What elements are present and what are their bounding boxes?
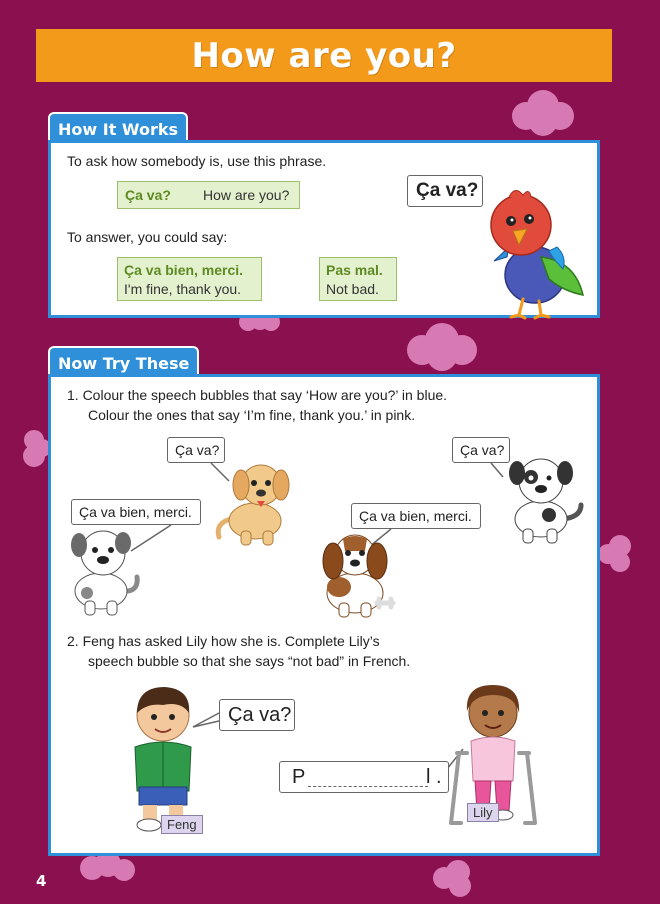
bird-speech-bubble <box>407 175 483 207</box>
how-it-works-label: How It Works <box>58 120 179 139</box>
phrase-fr: Ça va? <box>125 187 171 203</box>
feng-name: Feng <box>167 817 197 832</box>
answer2-en: Not bad. <box>326 281 379 297</box>
dog-bubble-text: Ça va? <box>175 442 220 458</box>
dog-bubble-text: Ça va? <box>460 442 505 458</box>
lily-answer-bubble[interactable] <box>279 761 449 793</box>
cloud-decoration <box>508 88 578 138</box>
answer1-en: I'm fine, thank you. <box>124 281 242 297</box>
question1-line1: 1. Colour the speech bubbles that say ‘How are you?’ in blue. <box>67 387 448 403</box>
now-try-these-label: Now Try These <box>58 354 190 373</box>
phrase-en: How are you? <box>203 187 290 203</box>
title-banner <box>36 29 612 82</box>
dog-bubble-text: Ça va bien, merci. <box>79 504 192 520</box>
cloud-decoration <box>20 428 50 468</box>
cloud-decoration <box>598 534 638 574</box>
lily-name: Lily <box>473 805 493 820</box>
answer1-box <box>117 257 262 301</box>
phrase-box <box>117 181 300 209</box>
feng-name-tag <box>161 815 203 834</box>
page-number: 4 <box>36 872 47 890</box>
question1-line2: Colour the ones that say ‘I’m fine, thank you.’ in pink. <box>88 407 416 423</box>
lily-answer-blanks[interactable] <box>308 786 428 787</box>
bird-bubble-text: Ça va? <box>416 180 479 201</box>
answer-intro-text: To answer, you could say: <box>67 229 228 245</box>
page-title: How are you? <box>191 35 457 76</box>
answer2-box <box>319 257 397 301</box>
answer2-fr: Pas mal. <box>326 262 383 278</box>
lily-answer-end: l <box>426 766 431 788</box>
lily-name-tag <box>467 803 499 822</box>
lily-answer-dot: . <box>436 766 442 788</box>
lily-answer-start: P <box>292 766 306 788</box>
now-try-these-panel <box>48 374 600 856</box>
cloud-decoration <box>432 858 476 898</box>
bird-illustration <box>479 187 589 319</box>
cloud-decoration <box>404 322 484 372</box>
feng-bubble-text: Ça va? <box>228 704 292 726</box>
intro-text: To ask how somebody is, use this phrase. <box>67 153 327 169</box>
how-it-works-panel <box>48 140 600 318</box>
question2-line1: 2. Feng has asked Lily how she is. Complete Lily’s <box>67 633 380 649</box>
dog-bubble-text: Ça va bien, merci. <box>359 508 472 524</box>
question2-line2: speech bubble so that she says “not bad” in French. <box>88 653 411 669</box>
answer1-fr: Ça va bien, merci. <box>124 262 244 278</box>
